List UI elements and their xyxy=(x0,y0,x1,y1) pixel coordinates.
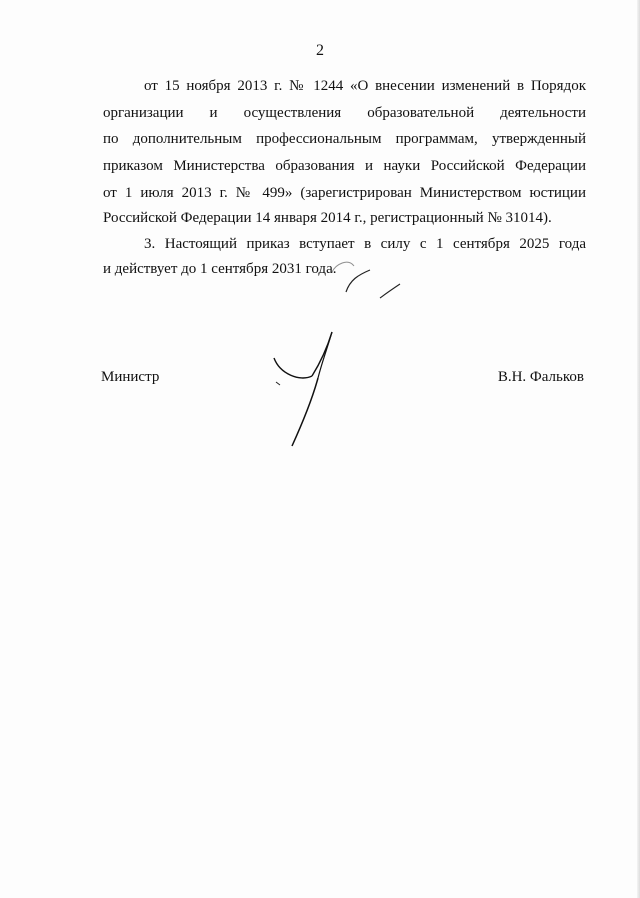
page-number: 2 xyxy=(316,42,324,59)
paragraph-1-line-1: от 15 ноября 2013 г. № 1244 «О внесении изменений в Порядок xyxy=(144,78,586,94)
paragraph-2-line-1: 3. Настоящий приказ вступает в силу с 1 сентября 2025 года xyxy=(144,236,586,252)
paragraph-1-line-5: от 1 июля 2013 г. № 499» (зарегистрирован Министерством юстиции xyxy=(103,185,586,201)
paragraph-1-line-4: приказом Министерства образования и науки Российской Федерации xyxy=(103,158,586,174)
paragraph-1-line-2: организации и осуществления образовательной деятельности xyxy=(103,105,586,121)
signatory-title: Министр xyxy=(101,369,160,385)
paragraph-1-line-6: Российской Федерации 14 января 2014 г., регистрационный № 31014). xyxy=(103,210,552,226)
handwritten-signature xyxy=(262,250,412,450)
paragraph-1-line-3: по дополнительным профессиональным программам, утвержденный xyxy=(103,131,586,147)
signatory-name: В.Н. Фальков xyxy=(497,369,584,385)
paragraph-2-line-2: и действует до 1 сентября 2031 года. xyxy=(103,261,337,277)
